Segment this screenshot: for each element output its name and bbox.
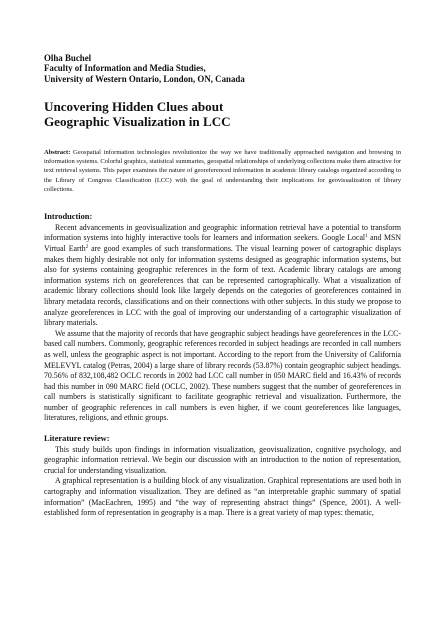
abstract-block <box>44 148 401 194</box>
introduction-paragraph-1 <box>44 223 401 329</box>
introduction-paragraph-2: We assume that the majority of records that have geographic subject headings have georeferences in the LCC-based call numbers. Commonly, geographic references recorded in subject headings are recorded in call numbers as well, unless the geographic aspect is not important. According to the report from the University of California MELEVYL catalog (Petras, 2004) a large share of library records (53.87%) contain geographic subject headings. 70.56% of 832,108,482 OCLC records in 2002 had LCC call number in 050 MARC field and 16.43% of records had this number in 090 MARC field (OCLC, 2002). These numbers suggest that the number of georeferences in call numbers is statistically significant to facilitate geographic retrieval and visualization. Furthermore, the number of geographic references in call numbers is even higher, if we count georeferences like languages, literatures, religions, and ethnic groups. <box>44 328 401 423</box>
title-line1: Uncovering Hidden Clues about <box>44 98 224 114</box>
abstract-label: Abstract: <box>44 148 71 156</box>
introduction-heading: Introduction: <box>44 212 93 222</box>
author-name: Olha Buchel <box>44 53 92 63</box>
intro-p1-part-b: and MSN Virtual Earth <box>44 233 402 253</box>
paper-title <box>44 99 401 130</box>
literature-review-paragraph-1: This study builds upon findings in information visualization, geovisualization, cognitive psychology, and geographic information retrieval. We begin our discussion with an introduction to the notion of representation, crucial for understanding visualization. <box>44 444 401 475</box>
intro-p1-part-c: are good examples of such transformations. The visual learning power of cartographic displays makes them highly desirable not only for information systems designed as geographic information systems, but also for systems containing geographic references in the form of text. Academic library catalogs are among information systems rich on georeferences that can be represented cartographically. What a visualization of academic library collections should look like largely depends on the categories of georeferences contained in library metadata records, classifications and on their connections with other subjects. In this study we propose to analyze georeferences in LCC with the goal of improving our understanding of a cartographic visualization of library materials. <box>44 243 401 328</box>
author-affiliation-line1: Faculty of Information and Media Studies, <box>44 63 206 74</box>
literature-review-heading: Literature review: <box>44 434 110 444</box>
footnote-ref-1: 1 <box>365 234 368 240</box>
literature-review-paragraph-2: A graphical representation is a building block of any visualization. Graphical representations are used both in cartography and information visualization. They are defined as “an interpretable graphic summary of spatial information” (MacEachren, 1995) and “the way of representing abstract things” (Spence, 2001). A well-established form of representation in geography is a map. There is a great variety of map types: thematic, <box>44 476 401 518</box>
footnote-ref-2: 2 <box>85 244 89 250</box>
author-block <box>44 53 401 84</box>
intro-p1-part-a: Recent advancements in geovisualization and geographic information retrieval have a potential to transform information systems into highly interactive tools for learners and information seekers. Google Local <box>44 222 401 243</box>
title-line2: Geographic Visualization in LCC <box>44 114 231 130</box>
author-affiliation-line2: University of Western Ontario, London, ON, Canada <box>44 73 245 84</box>
abstract-text: Geospatial information technologies revolutionize the way we have traditionally approached navigation and browsing in information systems. Colorful graphics, statistical summaries, geospatial relationships of underlying collections make them attractive for text retrieval systems. This paper examines the nature of georeferenced information in academic library catalogs organized according to the Library of Congress Classification (LCC) with the goal of understanding their implications for geovisualization of library collections. <box>44 148 402 193</box>
